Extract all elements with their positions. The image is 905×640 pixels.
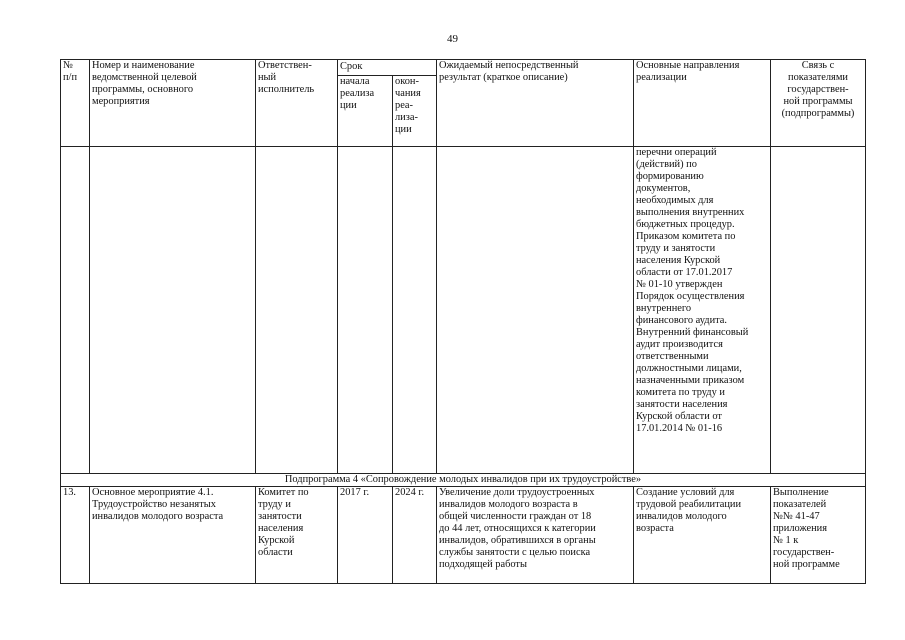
row13-result: Увеличение доли трудоустроенных инвалидов молодого возраста в общей численности граждан от 18 до 44 лет, относящихся к категории инвалидов, обратившихся в органы службы занятости с целью поиска подходящей работы <box>437 487 634 584</box>
row13-end: 2024 г. <box>393 487 437 584</box>
row13-directions: Создание условий для трудовой реабилитации инвалидов молодого возраста <box>634 487 771 584</box>
cell-empty <box>256 147 338 474</box>
header-executor: Ответствен- ный исполнитель <box>256 60 338 147</box>
header-program: Номер и наименование ведомственной целевой программы, основного мероприятия <box>90 60 256 147</box>
header-term-end: окон- чания реа- лиза- ции <box>393 76 437 147</box>
header-link: Связь с показателями государствен- ной программы (подпрограммы) <box>771 60 866 147</box>
table-row <box>61 487 866 584</box>
header-term: Срок <box>338 60 437 76</box>
header-result: Ожидаемый непосредственный результат (краткое описание) <box>437 60 634 147</box>
cell-empty <box>90 147 256 474</box>
cell-empty <box>393 147 437 474</box>
cell-empty <box>771 147 866 474</box>
page-number: 49 <box>447 33 458 45</box>
program-table <box>60 59 866 584</box>
header-directions: Основные направления реализации <box>634 60 771 147</box>
header-num: № п/п <box>61 60 90 147</box>
table-header-row <box>61 60 866 76</box>
row13-num: 13. <box>61 487 90 584</box>
table-row-continued <box>61 147 866 474</box>
subprogram-title: Подпрограмма 4 «Сопровождение молодых инвалидов при их трудоустройстве» <box>61 474 866 487</box>
row13-program: Основное мероприятие 4.1. Трудоустройство незанятых инвалидов молодого возраста <box>90 487 256 584</box>
row13-executor: Комитет по труду и занятости населения Курской области <box>256 487 338 584</box>
row13-start: 2017 г. <box>338 487 393 584</box>
row13-link: Выполнение показателей №№ 41-47 приложения № 1 к государствен- ной программе <box>771 487 866 584</box>
cell-empty <box>338 147 393 474</box>
cell-empty <box>437 147 634 474</box>
subprogram-row <box>61 474 866 487</box>
directions-continued-text: перечни операций (действий) по формированию документов, необходимых для выполнения внутренних бюджетных процедур. Приказом комитета по труду и занятости населения Курской области от 17.01.2017 № 01-10 утвержден Порядок осуществления внутреннего финансового аудита. Внутренний финансовый аудит производится ответственными должностными лицами, назначенными приказом комитета по труду и занятости населения Курской области от 17.01.2014 № 01-16 <box>634 147 771 474</box>
header-term-start: начала реализа ции <box>338 76 393 147</box>
cell-empty <box>61 147 90 474</box>
